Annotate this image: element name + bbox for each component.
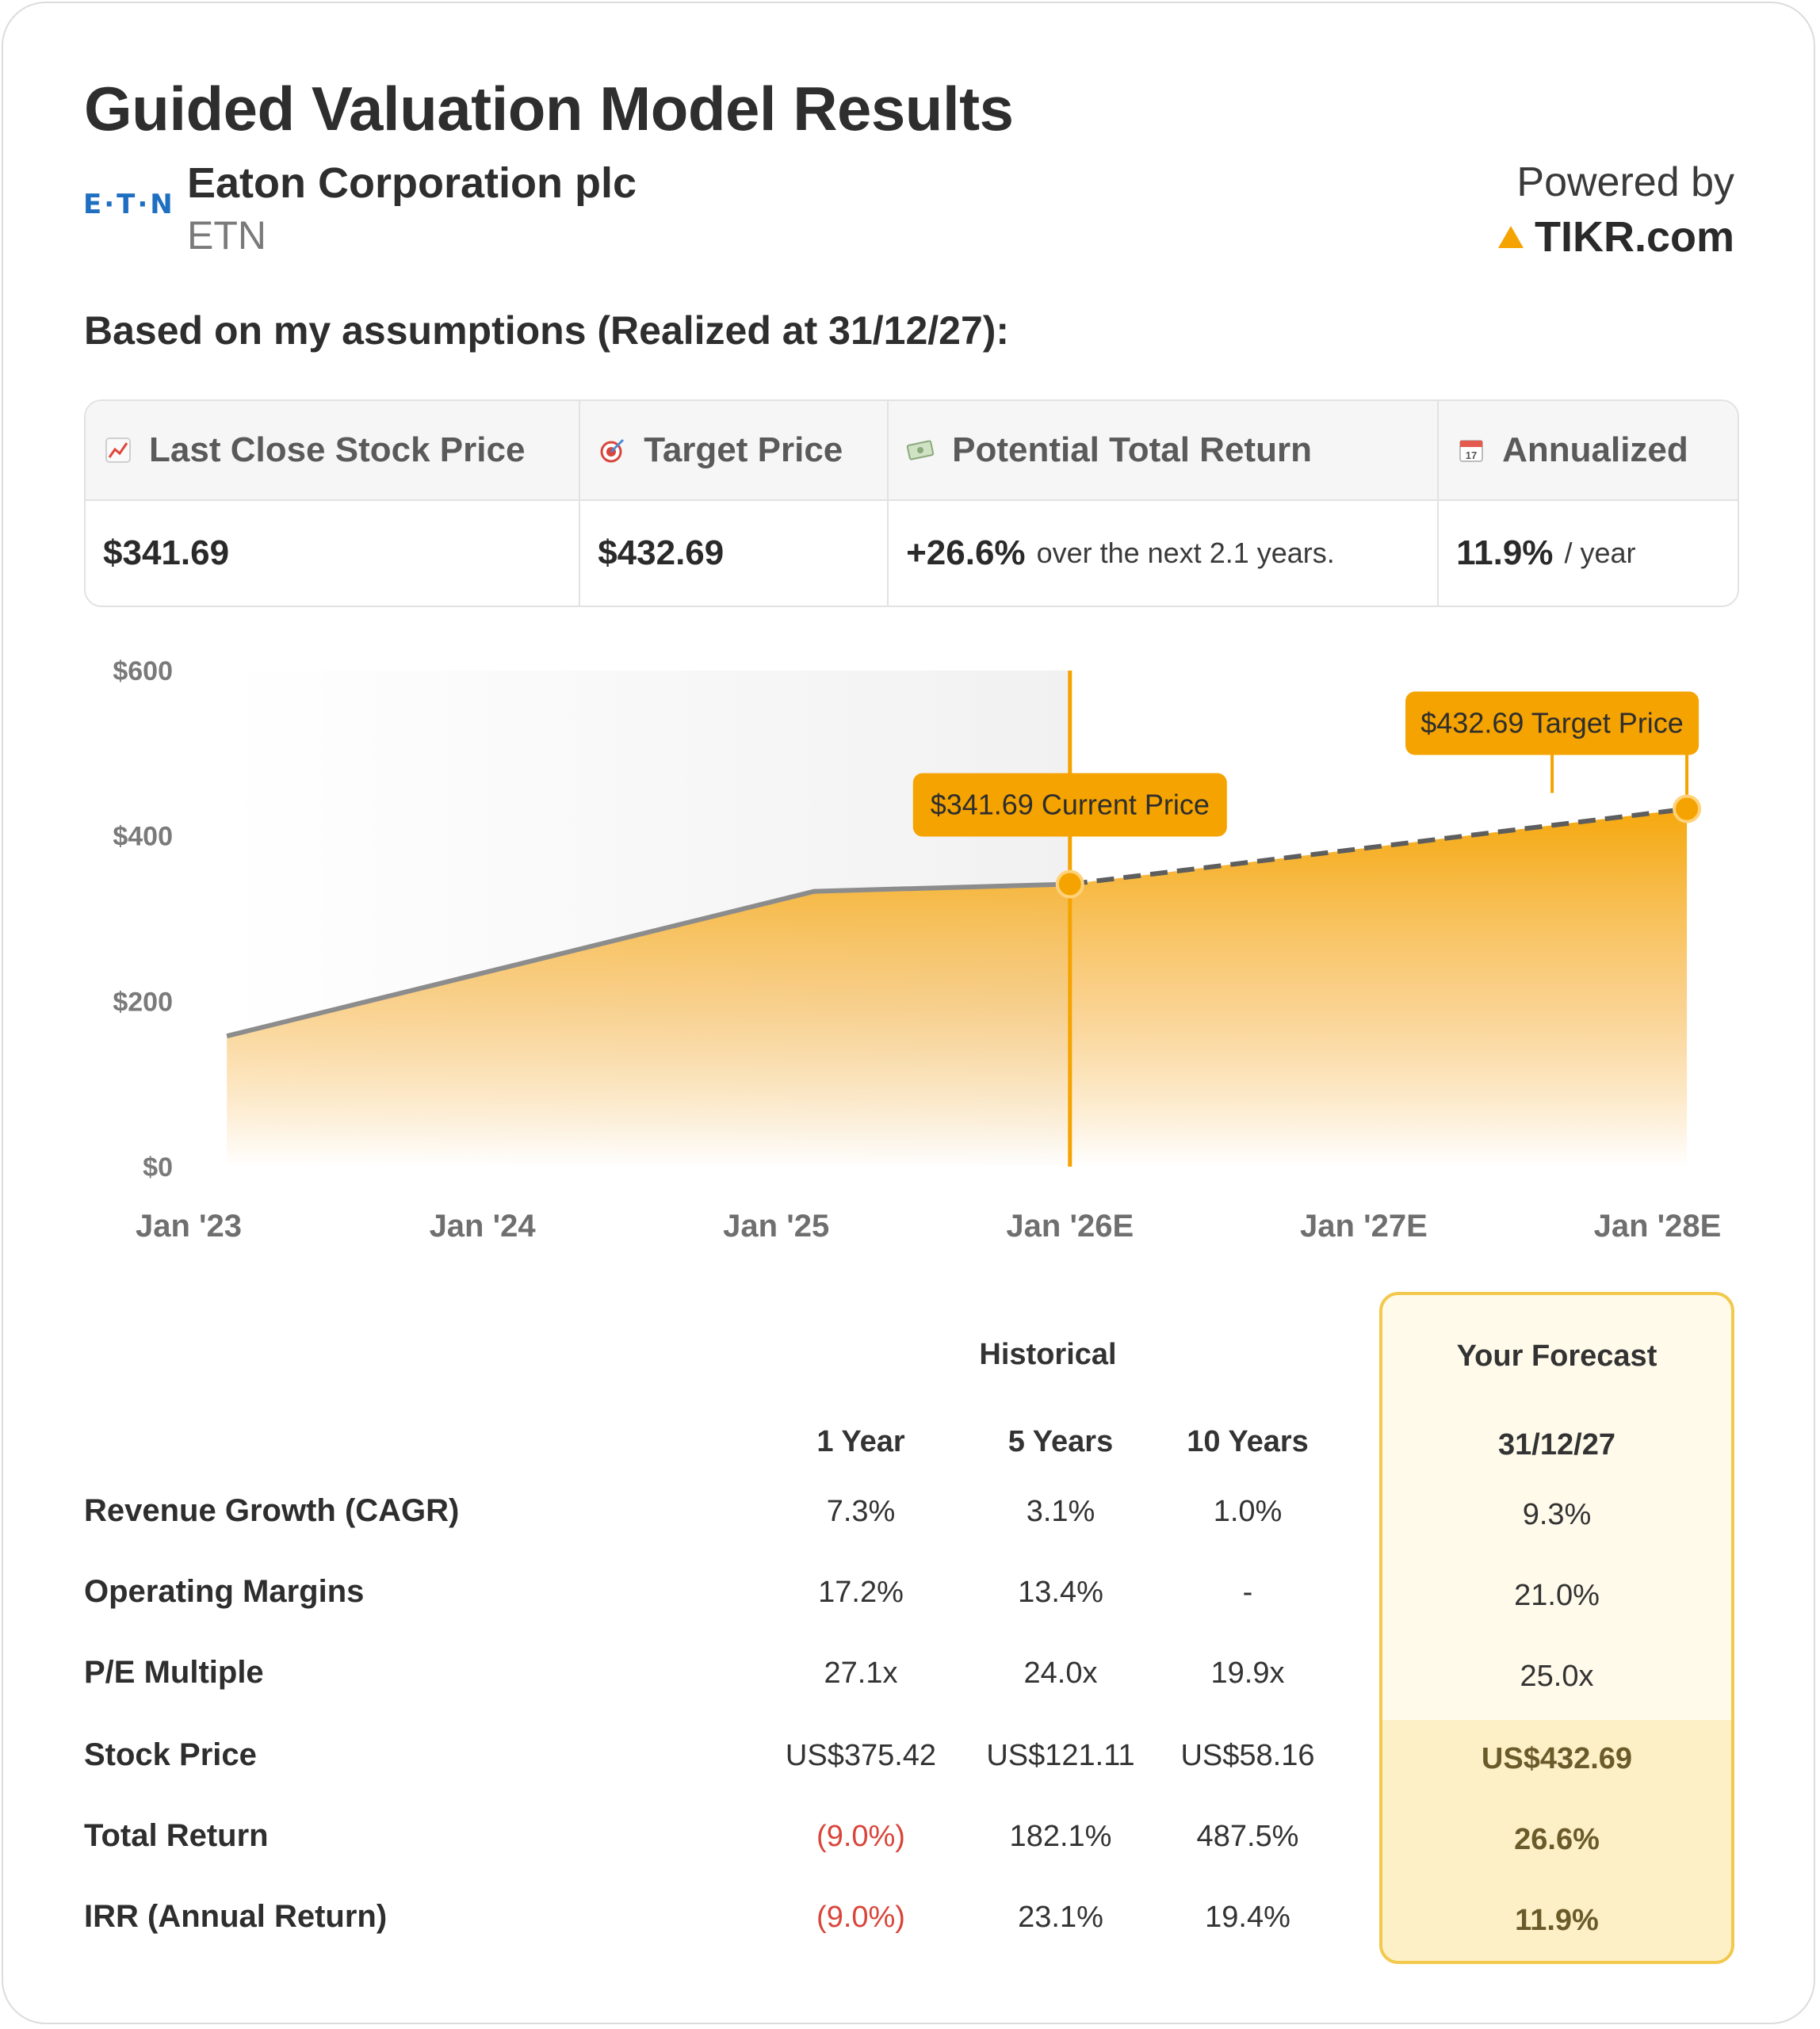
forecast-date-header: 31/12/27 — [1498, 1428, 1615, 1462]
x-tick-label: Jan '28E — [1593, 1209, 1722, 1244]
x-tick-label: Jan '27E — [1300, 1209, 1428, 1244]
row-label: IRR (Annual Return) — [84, 1899, 388, 1934]
last-close-value: $341.69 — [103, 533, 230, 572]
x-tick-label: Jan '24 — [429, 1209, 536, 1244]
table-cell: 23.1% — [1018, 1901, 1103, 1934]
target-label: Target Price — [644, 430, 843, 469]
table-cell: 7.3% — [826, 1495, 896, 1528]
column-header: 1 Year — [816, 1425, 905, 1458]
current-price-point — [1057, 872, 1083, 897]
x-tick-label: Jan '26E — [1006, 1209, 1134, 1244]
row-label: Operating Margins — [84, 1574, 365, 1609]
total-return-suffix: over the next 2.1 years. — [1036, 537, 1335, 569]
forecast-header: Your Forecast — [1456, 1339, 1658, 1373]
row-label: Total Return — [84, 1818, 269, 1853]
current-price-callout-text: $341.69 Current Price — [930, 788, 1210, 821]
table-cell: 3.1% — [1026, 1495, 1095, 1528]
y-tick-label: $400 — [113, 821, 173, 852]
table-cell: (9.0%) — [816, 1901, 905, 1934]
table-cell: US$58.16 — [1180, 1739, 1315, 1772]
forecast-column — [1379, 1292, 1734, 1964]
column-header: 5 Years — [1008, 1425, 1114, 1458]
table-cell: 24.0x — [1023, 1656, 1098, 1690]
x-tick-label: Jan '25 — [723, 1209, 830, 1244]
powered-by-label: Powered by — [1516, 159, 1734, 205]
table-cell: 1.0% — [1213, 1495, 1283, 1528]
forecast-cell: 9.3% — [1522, 1498, 1592, 1531]
forecast-cell: 26.6% — [1514, 1823, 1600, 1856]
last-close-label: Last Close Stock Price — [149, 430, 526, 469]
column-header: 10 Years — [1187, 1425, 1309, 1458]
table-cell: US$375.42 — [785, 1739, 937, 1772]
forecast-cell: 25.0x — [1520, 1660, 1594, 1693]
row-label: P/E Multiple — [84, 1655, 264, 1690]
company-logo: E·T·N — [83, 189, 175, 220]
forecast-cell: US$432.69 — [1481, 1742, 1633, 1775]
table-cell: US$121.11 — [986, 1739, 1135, 1772]
x-tick-label: Jan '23 — [135, 1209, 243, 1244]
target-price-point — [1674, 797, 1700, 822]
target-price-callout-text: $432.69 Target Price — [1420, 706, 1684, 739]
annualized-suffix: / year — [1564, 537, 1636, 569]
target-value: $432.69 — [598, 533, 725, 572]
table-cell: 487.5% — [1196, 1820, 1299, 1853]
y-tick-label: $0 — [143, 1152, 173, 1183]
table-cell: (9.0%) — [816, 1820, 905, 1853]
historical-header: Historical — [979, 1338, 1117, 1371]
table-cell: 17.2% — [818, 1576, 904, 1609]
y-tick-label: $600 — [113, 656, 173, 686]
forecast-cell: 11.9% — [1515, 1904, 1599, 1937]
table-cell: 182.1% — [1009, 1820, 1112, 1853]
table-cell: 19.4% — [1205, 1901, 1290, 1934]
tikr-brand-text: TIKR.com — [1534, 213, 1734, 261]
total-return-label: Potential Total Return — [952, 430, 1312, 469]
row-label: Revenue Growth (CAGR) — [84, 1493, 460, 1528]
row-label: Stock Price — [84, 1737, 257, 1772]
page-title: Guided Valuation Model Results — [84, 74, 1014, 143]
y-tick-label: $200 — [113, 987, 173, 1018]
table-cell: - — [1242, 1576, 1253, 1609]
assumptions-subtitle: Based on my assumptions (Realized at 31/12/27): — [84, 308, 1010, 353]
total-return-value: +26.6% — [906, 533, 1026, 572]
annualized-label: Annualized — [1502, 430, 1688, 469]
table-cell: 13.4% — [1018, 1576, 1103, 1609]
forecast-cell: 21.0% — [1514, 1579, 1600, 1612]
table-cell: 19.9x — [1210, 1656, 1285, 1690]
company-name: Eaton Corporation plc — [187, 159, 637, 207]
annualized-value: 11.9% — [1456, 533, 1554, 572]
company-ticker: ETN — [187, 213, 266, 258]
svg-text:17: 17 — [1465, 449, 1478, 461]
table-cell: 27.1x — [824, 1656, 898, 1690]
